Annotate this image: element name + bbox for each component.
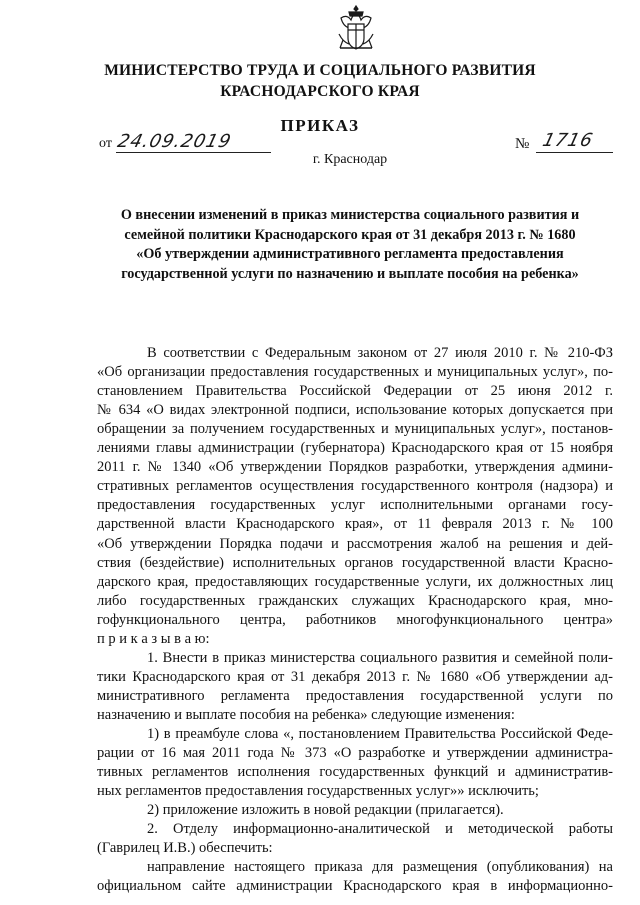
body-line: рации от 16 мая 2011 года № 373 «О разработке и утверждении администра- <box>97 745 613 762</box>
body-line: «Об организации предоставления государственных и муниципальных услуг», по- <box>97 364 613 381</box>
body-line: предоставления государственных услуг исполнительными органами госу- <box>97 497 613 514</box>
body-line: (Гаврилец И.В.) обеспечить: <box>97 840 273 857</box>
body-line: направление настоящего приказа для размещения (опубликования) на <box>147 859 613 876</box>
body-line: ных регламентов предоставления государственных услуг»» исключить; <box>97 783 539 800</box>
document-title: ПРИКАЗ <box>280 116 360 135</box>
body-line: назначению и выплате пособия на ребенка» следующие изменения: <box>97 706 515 723</box>
body-line: обращении за получением государственных и муниципальных услуг», постанов- <box>97 421 613 438</box>
body-line: либо государственных гражданских служащих Краснодарского края, мно- <box>97 592 613 609</box>
body-line: «Об утверждении Порядка подачи и рассмотрения жалоб на решения и дей- <box>97 535 613 552</box>
body-line: 1) в преамбуле слова «, постановлением Правительства Российской Феде- <box>147 726 613 742</box>
ministry-name-line-2: КРАСНОДАРСКОГО КРАЯ <box>220 83 420 100</box>
body-line: 2011 г. № 1340 «Об утверждении Порядков разработки, утверждения админи- <box>97 459 613 476</box>
order-number-handwritten: 1716 <box>540 130 596 151</box>
body-line: министративного регламента предоставления государственной услуги по <box>97 687 613 704</box>
city: г. Краснодар <box>312 152 388 167</box>
body-line: ствия (бездействие) исполнительных органов государственной власти Красно- <box>97 554 613 571</box>
body-line: становлением Правительства Российской Федерации от 25 июня 2012 г. <box>97 383 613 400</box>
body-line: гофункционального центра, работников многофункционального центра» <box>97 611 613 628</box>
body-line: 2) приложение изложить в новой редакции (прилагается). <box>147 802 504 819</box>
body-line: официальном сайте администрации Краснодарского края в информационно- <box>97 878 613 895</box>
body-line: п р и к а з ы в а ю: <box>97 630 210 647</box>
date-prefix: от <box>99 136 112 151</box>
body-line: В соответствии с Федеральным законом от 27 июля 2010 г. № 210-ФЗ <box>147 345 613 361</box>
coat-of-arms-icon <box>337 4 375 52</box>
order-date-handwritten: 24.09.2019 <box>115 131 234 152</box>
body-line: 1. Внести в приказ министерства социального развития и семейной поли- <box>147 649 613 666</box>
body-line: дарского края, предоставляющих государственные услуги, их должностных лиц <box>97 573 613 590</box>
body-line: № 634 «О видах электронной подписи, использование которых допускается при <box>97 402 613 419</box>
body-line: лениями главы администрации (губернатора) Краснодарского края от 15 ноября <box>97 440 613 457</box>
body-line: тики Краснодарского края от 31 декабря 2013 г. № 1680 «Об утверждении ад- <box>97 668 613 685</box>
body-line: дарственной власти Краснодарского края», от 11 февраля 2013 г. № 100 <box>97 516 613 533</box>
ministry-name-line-1: МИНИСТЕРСТВО ТРУДА И СОЦИАЛЬНОГО РАЗВИТИЯ <box>104 62 536 79</box>
body-line: тивных регламентов исполнения государственных функций и административ- <box>97 764 613 781</box>
number-prefix: № <box>515 136 530 152</box>
body-line: 2. Отделу информационно-аналитической и методической работы <box>147 821 613 838</box>
body-line: стративных регламентов осуществления государственного контроля (надзора) и <box>97 478 613 495</box>
order-subject: О внесении изменений в приказ министерства социального развития и семейной политики Краснодарского края от 31 декабря 2013 г. № 1680 «Об утверждении административного регламента предоставления государственной услуги по назначению и выплате пособия на ребенка» <box>120 207 580 282</box>
